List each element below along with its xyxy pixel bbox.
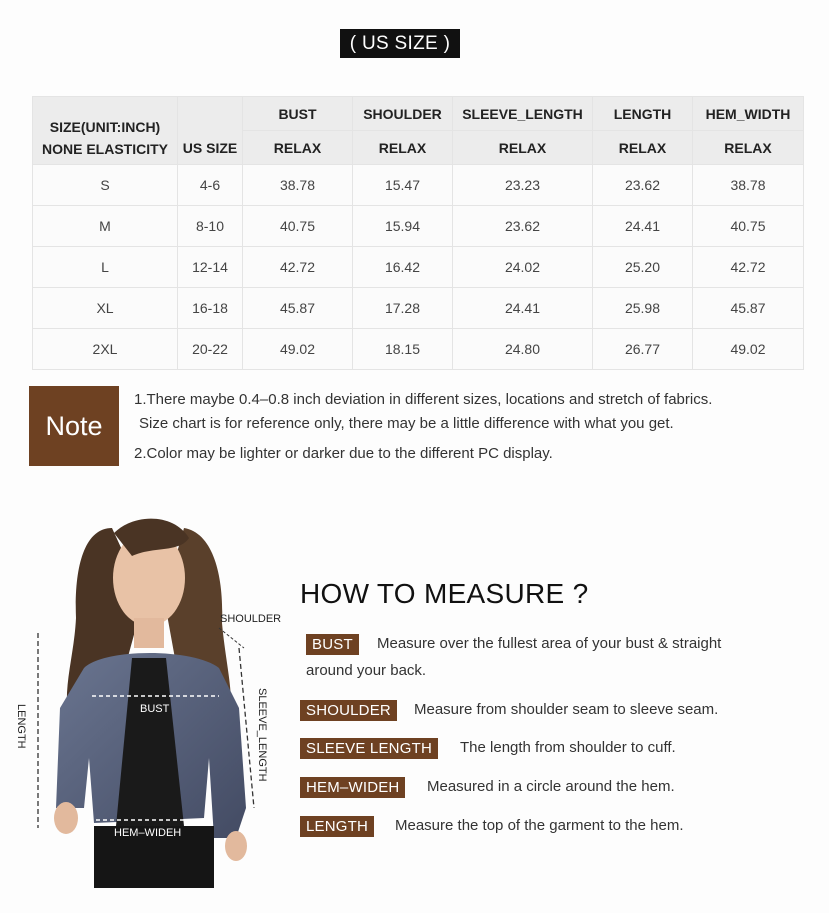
table-cell: 45.87 [693, 288, 804, 329]
table-cell: 49.02 [243, 329, 353, 370]
note-line-1: 1.There maybe 0.4–0.8 inch deviation in different sizes, locations and stretch of fabrics. [134, 391, 713, 408]
table-cell: XL [33, 288, 178, 329]
sleeve-length-label: SLEEVE_LENGTH [256, 688, 268, 782]
sleeve-length-tag: SLEEVE LENGTH [300, 738, 438, 759]
table-row [33, 247, 804, 288]
table-cell: 24.41 [453, 288, 593, 329]
table-cell: 42.72 [693, 247, 804, 288]
length-desc: Measure the top of the garment to the hem. [395, 817, 684, 834]
table-cell: 40.75 [243, 206, 353, 247]
table-cell: 38.78 [243, 165, 353, 206]
header-bust: BUST [243, 97, 353, 131]
table-cell: 4-6 [178, 165, 243, 206]
hem-desc: Measured in a circle around the hem. [427, 778, 675, 795]
header-relax: RELAX [243, 131, 353, 165]
elasticity-label: NONE ELASTICITY [41, 140, 168, 157]
left-hand-shape [54, 802, 78, 834]
table-cell: 23.23 [453, 165, 593, 206]
table-cell: 24.80 [453, 329, 593, 370]
hem-tag: HEM–WIDEH [300, 777, 405, 798]
table-cell: S [33, 165, 178, 206]
size-unit-header [33, 97, 178, 165]
note-line-2: Size chart is for reference only, there may be a little difference with what you get. [139, 415, 674, 432]
header-length: LENGTH [593, 97, 693, 131]
table-cell: 2XL [33, 329, 178, 370]
bust-desc-cont: around your back. [306, 662, 427, 679]
note-badge: Note [29, 386, 119, 466]
shoulder-tag: SHOULDER [300, 700, 397, 721]
note-line-3: 2.Color may be lighter or darker due to the different PC display. [134, 445, 553, 462]
table-cell: 8-10 [178, 206, 243, 247]
bust-desc: Measure over the fullest area of your bust & straight [377, 635, 722, 652]
table-cell: 24.02 [453, 247, 593, 288]
header-relax: RELAX [693, 131, 804, 165]
table-cell: 25.98 [593, 288, 693, 329]
table-cell: 12-14 [178, 247, 243, 288]
how-to-measure-title: HOW TO MEASURE ? [300, 578, 589, 609]
right-hand-shape [225, 831, 247, 861]
size-chart-body [33, 165, 804, 370]
us-size-banner: ( US SIZE ) [340, 29, 460, 58]
shoulder-desc: Measure from shoulder seam to sleeve seam. [414, 701, 719, 718]
table-cell: 17.28 [353, 288, 453, 329]
header-relax: RELAX [353, 131, 453, 165]
header-row [33, 97, 804, 131]
table-cell: 40.75 [693, 206, 804, 247]
header-relax: RELAX [593, 131, 693, 165]
table-cell: 49.02 [693, 329, 804, 370]
table-row [33, 206, 804, 247]
table-cell: 23.62 [593, 165, 693, 206]
table-cell: 45.87 [243, 288, 353, 329]
table-cell: 23.62 [453, 206, 593, 247]
table-cell: 24.41 [593, 206, 693, 247]
header-sleeve-length: SLEEVE_LENGTH [453, 97, 593, 131]
length-tag: LENGTH [300, 816, 374, 837]
neck-shape [134, 618, 164, 648]
table-cell: 26.77 [593, 329, 693, 370]
table-cell: 20-22 [178, 329, 243, 370]
hem-label: HEM–WIDEH [114, 827, 182, 839]
table-cell: L [33, 247, 178, 288]
shoulder-label: SHOULDER [220, 613, 282, 625]
bust-tag: BUST [306, 634, 359, 655]
bust-label: BUST [140, 703, 170, 715]
size-chart-header [33, 97, 804, 165]
header-shoulder: SHOULDER [353, 97, 453, 131]
size-unit-label: SIZE(UNIT:INCH) [49, 118, 161, 135]
table-cell: M [33, 206, 178, 247]
table-cell: 42.72 [243, 247, 353, 288]
length-label: LENGTH [15, 704, 27, 749]
table-cell: 18.15 [353, 329, 453, 370]
table-cell: 15.94 [353, 206, 453, 247]
header-relax: RELAX [453, 131, 593, 165]
table-cell: 38.78 [693, 165, 804, 206]
table-row [33, 165, 804, 206]
table-cell: 16-18 [178, 288, 243, 329]
header-hem-width: HEM_WIDTH [693, 97, 804, 131]
table-row [33, 288, 804, 329]
size-chart-table [32, 96, 804, 370]
sleeve-length-desc: The length from shoulder to cuff. [460, 739, 676, 756]
us-size-header: US SIZE [178, 97, 243, 165]
table-cell: 15.47 [353, 165, 453, 206]
table-cell: 16.42 [353, 247, 453, 288]
table-cell: 25.20 [593, 247, 693, 288]
table-row [33, 329, 804, 370]
model-photo [14, 508, 294, 888]
